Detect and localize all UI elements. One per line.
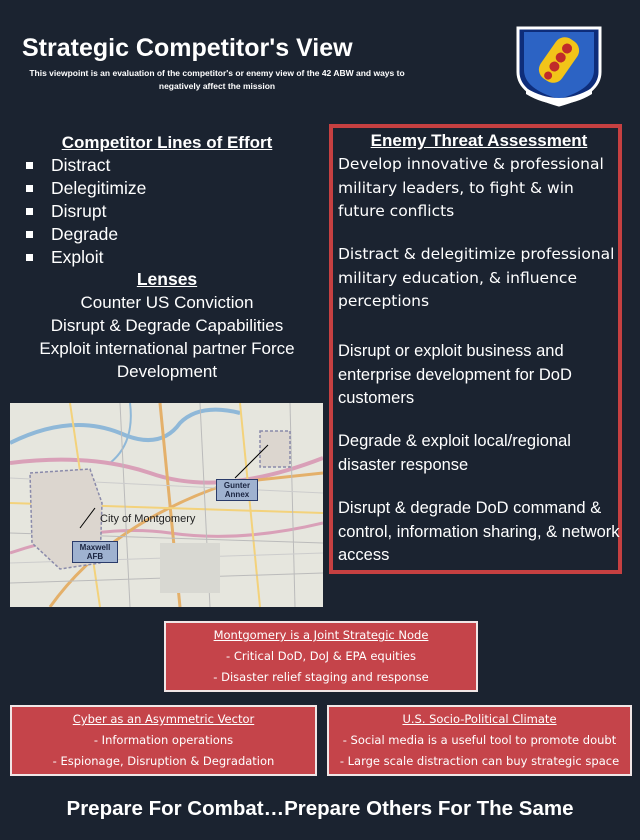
city-label: City of Montgomery	[100, 513, 196, 525]
page-title: Strategic Competitor's View	[22, 34, 353, 62]
bullet-icon	[26, 208, 33, 215]
cyber-vector-box	[10, 705, 317, 776]
gunter-label: Gunter Annex	[216, 479, 258, 501]
joint-strategic-node-box	[164, 621, 478, 692]
lens-item: Disrupt & Degrade Capabilities	[50, 316, 284, 335]
loe-list	[22, 154, 146, 269]
maxwell-label: Maxwell AFB	[72, 541, 118, 563]
list-item: Exploit	[22, 246, 146, 269]
list-item: Delegitimize	[22, 177, 146, 200]
box-line: - Critical DoD, DoJ & EPA equities	[226, 649, 416, 663]
montgomery-map	[10, 403, 323, 607]
threat-item: Degrade & exploit local/regional disaster response	[338, 432, 571, 474]
loe-heading: Competitor Lines of Effort	[61, 133, 273, 152]
box-line: - Social media is a useful tool to promote doubt	[342, 733, 617, 747]
threat-item: Disrupt or exploit business and enterprise development for DoD customers	[338, 342, 572, 407]
threat-item: Distract & delegitimize professional military education, & influence perceptions	[338, 245, 615, 310]
box-line: - Large scale distraction can buy strategic space	[339, 754, 620, 768]
bullet-icon	[26, 231, 33, 238]
socio-political-box	[327, 705, 632, 776]
list-item: Degrade	[22, 223, 146, 246]
bullet-icon	[26, 185, 33, 192]
threat-item: Develop innovative & professional military leaders, to fight & win future conflicts	[338, 155, 604, 220]
list-item: Disrupt	[22, 200, 146, 223]
box-line: - Disaster relief staging and response	[213, 670, 429, 684]
lens-item: Counter US Conviction	[80, 293, 254, 312]
threat-item: Disrupt & degrade DoD command & control, information sharing, & network access	[338, 499, 620, 564]
bullet-icon	[26, 254, 33, 261]
list-item: Distract	[22, 154, 146, 177]
lenses-heading: Lenses	[136, 269, 198, 289]
box-heading: U.S. Socio-Political Climate	[402, 712, 557, 726]
lenses-list	[12, 291, 322, 383]
footer-slogan: Prepare For Combat…Prepare Others For The Same	[66, 797, 574, 820]
box-heading: Montgomery is a Joint Strategic Node	[213, 628, 429, 642]
box-line: - Espionage, Disruption & Degradation	[52, 754, 275, 768]
box-line: - Information operations	[93, 733, 234, 747]
bullet-icon	[26, 162, 33, 169]
air-base-wing-emblem	[512, 22, 606, 108]
threat-heading: Enemy Threat Assessment	[370, 131, 588, 150]
page-subtitle: This viewpoint is an evaluation of the competitor's or enemy view of the 42 ABW and ways to negatively affect the mission	[29, 68, 405, 91]
lens-item: Exploit international partner Force Development	[39, 339, 295, 381]
box-heading: Cyber as an Asymmetric Vector	[72, 712, 255, 726]
